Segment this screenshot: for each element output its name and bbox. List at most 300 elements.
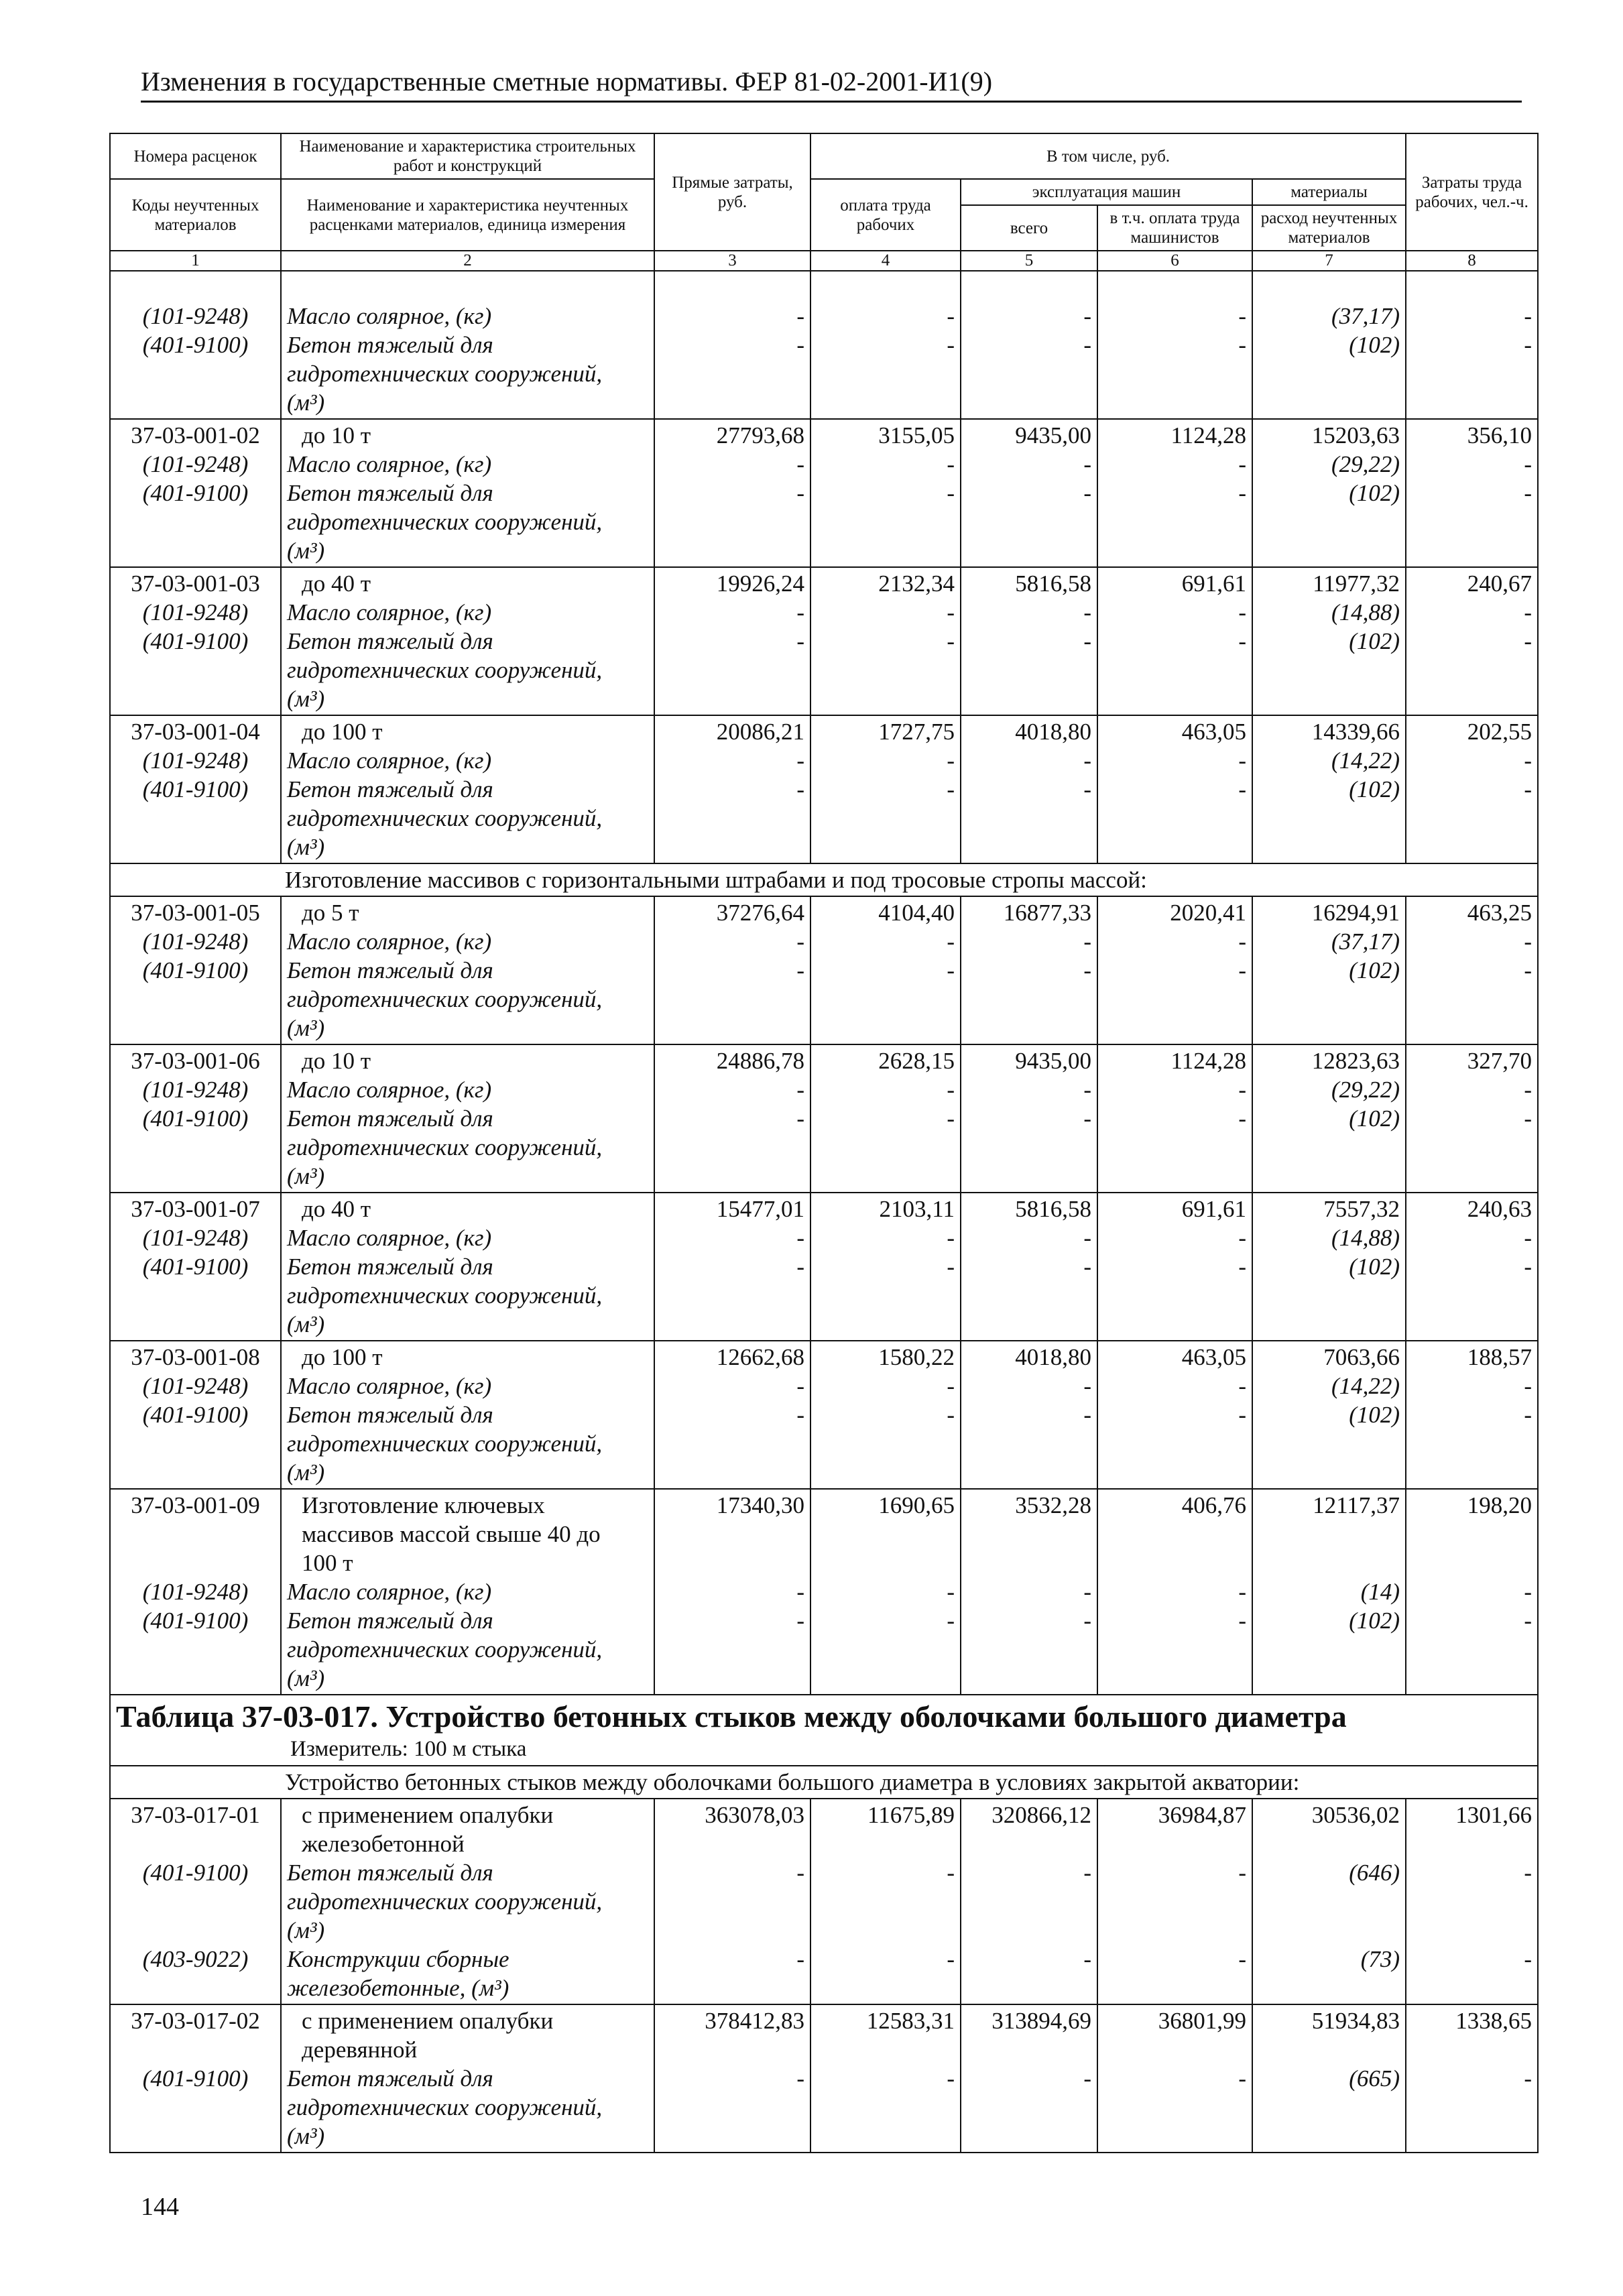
material-value: - <box>1083 928 1091 955</box>
column-number: 5 <box>961 251 1097 271</box>
material-value: (37,17) <box>1331 303 1400 329</box>
rate-code: 37-03-001-09 <box>131 1492 260 1518</box>
value-cell <box>810 715 961 863</box>
section-row <box>110 863 1538 896</box>
material-value <box>1412 2122 1532 2151</box>
material-value: (102) <box>1349 1105 1400 1132</box>
value-cell <box>810 271 961 419</box>
material-value <box>660 1664 804 1693</box>
material-name: Масло солярное, (кг) <box>287 1579 492 1605</box>
material-value <box>817 985 955 1014</box>
material-value: - <box>1083 1105 1091 1132</box>
rate-value <box>660 1829 804 1858</box>
material-value: (14,22) <box>1331 747 1400 774</box>
page-number: 144 <box>141 2193 179 2221</box>
rate-name-cell <box>281 271 654 419</box>
material-value <box>1103 359 1246 388</box>
rate-group-massifs <box>110 271 1538 863</box>
material-value <box>817 1458 955 1487</box>
value-cell <box>961 1799 1097 2004</box>
material-code: (401-9100) <box>142 1254 249 1280</box>
material-value: - <box>947 1373 955 1399</box>
material-code <box>116 2122 275 2151</box>
rate-value: 15477,01 <box>716 1196 804 1222</box>
rate-name: с применением опалубки <box>302 1802 554 1828</box>
material-code <box>116 1664 275 1693</box>
material-value <box>1258 1281 1400 1310</box>
rate-code <box>116 1520 275 1549</box>
material-name: Масло солярное, (кг) <box>287 1373 492 1399</box>
rate-name-cell <box>281 2004 654 2153</box>
value-cell <box>810 1489 961 1695</box>
value-cell <box>1097 419 1252 567</box>
value-cell <box>654 1489 810 1695</box>
material-value <box>817 684 955 713</box>
rate-value: 1580,22 <box>878 1344 955 1370</box>
material-value: - <box>1238 1373 1246 1399</box>
material-value <box>1103 388 1246 417</box>
material-name: гидротехнических сооружений, <box>287 2094 603 2120</box>
rate-code-cell <box>110 1341 281 1489</box>
rate-row <box>110 1044 1538 1193</box>
material-value <box>967 656 1091 684</box>
material-value <box>817 1887 955 1916</box>
material-name: (м³) <box>287 1163 325 1189</box>
material-value <box>817 1635 955 1664</box>
material-value <box>967 684 1091 713</box>
material-value: - <box>947 599 955 625</box>
material-value <box>1103 1887 1246 1916</box>
page-header: Изменения в государственные сметные нормативы. ФЕР 81-02-2001-И1(9) <box>141 66 1522 103</box>
material-value <box>1258 536 1400 565</box>
material-name: Бетон тяжелый для <box>287 2065 493 2092</box>
rate-name: до 10 т <box>302 1048 371 1074</box>
material-value: (73) <box>1360 1946 1400 1972</box>
rate-value: 313894,69 <box>991 2008 1091 2034</box>
material-value <box>1412 1281 1532 1310</box>
material-value: - <box>796 628 804 654</box>
material-value: - <box>1083 303 1091 329</box>
material-value <box>1103 985 1246 1014</box>
value-cell <box>1252 1341 1406 1489</box>
col-header-name-bottom: Наименование и характеристика неучтенных расценками материалов, единица измерения <box>281 179 654 251</box>
value-cell <box>1252 1489 1406 1695</box>
col-header-materials-sub: расход неучтенных материалов <box>1252 205 1406 251</box>
rate-code-cell <box>110 1799 281 2004</box>
material-code: (101-9248) <box>142 303 249 329</box>
rate-value <box>660 1549 804 1577</box>
rate-value: 12117,37 <box>1313 1492 1400 1518</box>
material-name: (м³) <box>287 1311 325 1337</box>
rate-code-cell <box>110 271 281 419</box>
material-name: (м³) <box>287 1917 325 1943</box>
material-value <box>1103 1281 1246 1310</box>
material-value <box>660 1162 804 1191</box>
material-code <box>116 804 275 833</box>
rate-value: 240,67 <box>1467 570 1532 597</box>
material-value: (37,17) <box>1331 928 1400 955</box>
material-value <box>1412 684 1532 713</box>
value-cell <box>654 567 810 715</box>
material-code <box>116 2093 275 2122</box>
material-value: - <box>1083 1860 1091 1886</box>
rate-name-cell <box>281 715 654 863</box>
material-value: (102) <box>1349 628 1400 654</box>
material-value <box>1412 1635 1532 1664</box>
material-code: (101-9248) <box>142 1077 249 1103</box>
material-value: - <box>1238 747 1246 774</box>
material-value: - <box>1524 1579 1532 1605</box>
material-value: - <box>1083 1225 1091 1251</box>
column-number: 7 <box>1252 251 1406 271</box>
material-code: (401-9100) <box>142 957 249 983</box>
rate-value <box>817 273 955 302</box>
rate-value: 1124,28 <box>1170 422 1246 448</box>
value-cell <box>1097 896 1252 1044</box>
rate-value <box>1412 2035 1532 2064</box>
material-value: - <box>1238 332 1246 358</box>
material-value <box>817 804 955 833</box>
rate-code <box>116 2035 275 2064</box>
table-title: Таблица 37-03-017. Устройство бетонных стыков между оболочками большого диаметра <box>116 1699 1347 1734</box>
material-value: - <box>796 1579 804 1605</box>
material-value <box>660 833 804 861</box>
rate-row <box>110 1341 1538 1489</box>
rate-value: 320866,12 <box>991 1802 1091 1828</box>
material-value: - <box>1238 957 1246 983</box>
material-value <box>1412 536 1532 565</box>
material-value <box>967 1281 1091 1310</box>
material-value <box>967 359 1091 388</box>
rate-value: 9435,00 <box>1015 1048 1091 1074</box>
rate-value: 5816,58 <box>1015 570 1091 597</box>
material-value <box>967 507 1091 536</box>
rate-code-cell <box>110 419 281 567</box>
rate-value <box>1103 1520 1246 1549</box>
material-value <box>660 1310 804 1339</box>
material-value: - <box>1083 1254 1091 1280</box>
rate-value <box>817 2035 955 2064</box>
column-number: 3 <box>654 251 810 271</box>
material-value <box>1258 1162 1400 1191</box>
material-name: (м³) <box>287 1665 325 1691</box>
material-name: (м³) <box>287 389 325 416</box>
material-value: - <box>796 1077 804 1103</box>
material-value: - <box>796 303 804 329</box>
value-cell <box>961 2004 1097 2153</box>
material-code: (401-9100) <box>142 776 249 802</box>
value-cell <box>1252 567 1406 715</box>
material-value <box>817 833 955 861</box>
material-value <box>1258 1014 1400 1042</box>
material-value <box>817 1974 955 2002</box>
value-cell <box>654 271 810 419</box>
material-name: Бетон тяжелый для <box>287 628 493 654</box>
material-name: гидротехнических сооружений, <box>287 509 603 535</box>
material-value: - <box>1238 628 1246 654</box>
value-cell <box>1406 567 1538 715</box>
material-value <box>1412 1429 1532 1458</box>
material-value: - <box>1524 480 1532 506</box>
material-value: - <box>1083 480 1091 506</box>
material-value <box>1103 804 1246 833</box>
material-value <box>1258 359 1400 388</box>
material-value <box>660 507 804 536</box>
material-name: гидротехнических сооружений, <box>287 1888 603 1915</box>
material-value: - <box>1524 1402 1532 1428</box>
material-value <box>967 1458 1091 1487</box>
rate-value <box>660 1520 804 1549</box>
material-value: - <box>1238 1579 1246 1605</box>
material-value <box>1258 1133 1400 1162</box>
header-row-2 <box>110 179 1538 205</box>
rate-value: 27793,68 <box>716 422 804 448</box>
material-code <box>116 1310 275 1339</box>
material-value: - <box>1524 1608 1532 1634</box>
material-value: - <box>796 599 804 625</box>
material-value: - <box>1238 1254 1246 1280</box>
material-value: - <box>1524 451 1532 477</box>
rate-name-cell <box>281 1341 654 1489</box>
material-value: - <box>1238 599 1246 625</box>
col-header-machines-labor: в т.ч. оплата труда машинистов <box>1097 205 1252 251</box>
material-value: - <box>1083 957 1091 983</box>
rate-value: 463,25 <box>1467 900 1532 926</box>
rate-value <box>817 1520 955 1549</box>
column-number: 4 <box>810 251 961 271</box>
material-value <box>1258 804 1400 833</box>
material-value: - <box>1083 1579 1091 1605</box>
material-value <box>660 1133 804 1162</box>
material-value <box>967 1162 1091 1191</box>
rate-name-cell <box>281 1489 654 1695</box>
rate-code <box>116 1829 275 1858</box>
material-value: - <box>1524 957 1532 983</box>
material-value: (14) <box>1360 1579 1400 1605</box>
header-row-1 <box>110 133 1538 179</box>
rate-name: деревянной <box>302 2037 418 2063</box>
material-name: гидротехнических сооружений, <box>287 1134 603 1160</box>
material-value: - <box>1238 1077 1246 1103</box>
rate-name-cell <box>281 1193 654 1341</box>
rate-code: 37-03-001-08 <box>131 1344 260 1370</box>
rate-row <box>110 419 1538 567</box>
rate-value: 11675,89 <box>867 1802 955 1828</box>
rate-name-cell <box>281 896 654 1044</box>
material-value <box>967 1916 1091 1945</box>
material-code <box>116 985 275 1014</box>
value-cell <box>810 896 961 1044</box>
col-header-machines-total: всего <box>961 205 1097 251</box>
rate-value <box>1103 1829 1246 1858</box>
material-value <box>1412 1974 1532 2002</box>
rate-value: 691,61 <box>1181 570 1246 597</box>
value-cell <box>1252 1193 1406 1341</box>
material-value <box>967 1664 1091 1693</box>
value-cell <box>654 2004 810 2153</box>
material-value <box>967 804 1091 833</box>
material-code <box>116 684 275 713</box>
material-code <box>116 507 275 536</box>
material-value: - <box>1524 303 1532 329</box>
material-value: - <box>796 928 804 955</box>
material-value: (14,88) <box>1331 1225 1400 1251</box>
rate-row <box>110 1193 1538 1341</box>
rate-code-cell <box>110 1489 281 1695</box>
material-name: гидротехнических сооружений, <box>287 986 603 1012</box>
value-cell <box>1406 1341 1538 1489</box>
rate-name <box>287 273 648 302</box>
col-header-labor-pay: оплата труда рабочих <box>810 179 961 251</box>
material-code: (401-9100) <box>142 1608 249 1634</box>
material-code: (401-9100) <box>142 332 249 358</box>
col-header-direct: Прямые затраты, руб. <box>654 133 810 251</box>
material-value: - <box>796 957 804 983</box>
material-value <box>660 1458 804 1487</box>
value-cell <box>654 1044 810 1193</box>
material-value <box>1258 1916 1400 1945</box>
rate-value <box>967 1549 1091 1577</box>
material-value <box>967 1014 1091 1042</box>
rate-value: 1690,65 <box>878 1492 955 1518</box>
rate-name-cell <box>281 419 654 567</box>
material-value: (102) <box>1349 1402 1400 1428</box>
material-name: гидротехнических сооружений, <box>287 1431 603 1457</box>
rate-code-cell <box>110 1193 281 1341</box>
material-name: гидротехнических сооружений, <box>287 361 603 387</box>
material-value: - <box>1238 776 1246 802</box>
material-name: Масло солярное, (кг) <box>287 451 492 477</box>
rate-name: до 10 т <box>302 422 371 448</box>
material-value: - <box>796 480 804 506</box>
rate-value: 202,55 <box>1467 719 1532 745</box>
section-row <box>110 1766 1538 1799</box>
rate-value <box>1412 1829 1532 1858</box>
material-value: - <box>947 747 955 774</box>
value-cell <box>1252 271 1406 419</box>
material-value: - <box>947 928 955 955</box>
rate-value: 363078,03 <box>705 1802 804 1828</box>
material-code: (101-9248) <box>142 599 249 625</box>
material-value <box>817 359 955 388</box>
material-value <box>660 359 804 388</box>
rate-value: 2132,34 <box>878 570 955 597</box>
material-value: - <box>947 1225 955 1251</box>
value-cell <box>1097 2004 1252 2153</box>
material-value: - <box>1083 747 1091 774</box>
rate-row <box>110 271 1538 419</box>
material-code <box>116 536 275 565</box>
rate-value <box>1258 1829 1400 1858</box>
col-header-including: В том числе, руб. <box>810 133 1406 179</box>
material-value: - <box>1524 928 1532 955</box>
material-code: (101-9248) <box>142 1373 249 1399</box>
column-number: 1 <box>110 251 281 271</box>
value-cell <box>1252 715 1406 863</box>
value-cell <box>810 1044 961 1193</box>
material-value <box>1258 507 1400 536</box>
value-cell <box>1406 419 1538 567</box>
material-value <box>660 804 804 833</box>
value-cell <box>654 1193 810 1341</box>
rate-value: 7557,32 <box>1323 1196 1400 1222</box>
material-code: (401-9100) <box>142 2065 249 2092</box>
material-name: гидротехнических сооружений, <box>287 657 603 683</box>
rate-code: 37-03-001-07 <box>131 1196 260 1222</box>
material-value: - <box>1524 747 1532 774</box>
section-title: Изготовление массивов с горизонтальными штрабами и под тросовые стропы массой: <box>110 863 1538 896</box>
rate-value: 3155,05 <box>878 422 955 448</box>
material-value: - <box>947 1105 955 1132</box>
material-value: (29,22) <box>1331 1077 1400 1103</box>
material-value: - <box>1238 1608 1246 1634</box>
material-value <box>1103 1635 1246 1664</box>
material-value <box>817 507 955 536</box>
material-code: (401-9100) <box>142 628 249 654</box>
material-value: - <box>796 1402 804 1428</box>
value-cell <box>1097 271 1252 419</box>
material-code <box>116 1014 275 1042</box>
rate-value: 11977,32 <box>1313 570 1400 597</box>
material-code <box>116 359 275 388</box>
rate-code: 37-03-001-05 <box>131 900 260 926</box>
rate-name: до 5 т <box>302 900 359 926</box>
rate-value: 24886,78 <box>716 1048 804 1074</box>
material-value <box>1103 1133 1246 1162</box>
material-value <box>967 833 1091 861</box>
material-value <box>1103 2093 1246 2122</box>
material-value: - <box>1083 332 1091 358</box>
material-value <box>1103 656 1246 684</box>
material-name: (м³) <box>287 538 325 564</box>
rate-value: 5816,58 <box>1015 1196 1091 1222</box>
rate-group-massifs-grooved <box>110 896 1538 1695</box>
material-name: железобетонные, (м³) <box>287 1975 509 2001</box>
material-value <box>1412 833 1532 861</box>
rate-value <box>1103 2035 1246 2064</box>
value-cell <box>1406 1044 1538 1193</box>
material-value: (102) <box>1349 1254 1400 1280</box>
material-value <box>1412 1162 1532 1191</box>
material-value: - <box>796 1946 804 1972</box>
table-title-cell <box>110 1695 1538 1766</box>
rate-value: 1124,28 <box>1170 1048 1246 1074</box>
rate-value: 12583,31 <box>866 2008 955 2034</box>
material-value: - <box>1238 928 1246 955</box>
rate-code-cell <box>110 1044 281 1193</box>
material-value <box>660 985 804 1014</box>
value-cell <box>1252 896 1406 1044</box>
rate-value: 12823,63 <box>1311 1048 1400 1074</box>
material-value: - <box>1524 599 1532 625</box>
value-cell <box>654 715 810 863</box>
material-name: Масло солярное, (кг) <box>287 303 492 329</box>
material-value: - <box>1524 1946 1532 1972</box>
material-value <box>1258 2122 1400 2151</box>
rate-value <box>1412 1549 1532 1577</box>
material-value: - <box>1083 628 1091 654</box>
material-value <box>1103 1974 1246 2002</box>
material-value <box>817 536 955 565</box>
col-header-name-top: Наименование и характеристика строительных работ и конструкций <box>281 133 654 179</box>
rate-value <box>660 273 804 302</box>
column-number: 2 <box>281 251 654 271</box>
material-value: - <box>1083 1373 1091 1399</box>
rate-value: 188,57 <box>1467 1344 1532 1370</box>
material-value: - <box>1524 776 1532 802</box>
material-value <box>1258 1887 1400 1916</box>
rate-name: Изготовление ключевых <box>302 1492 545 1518</box>
